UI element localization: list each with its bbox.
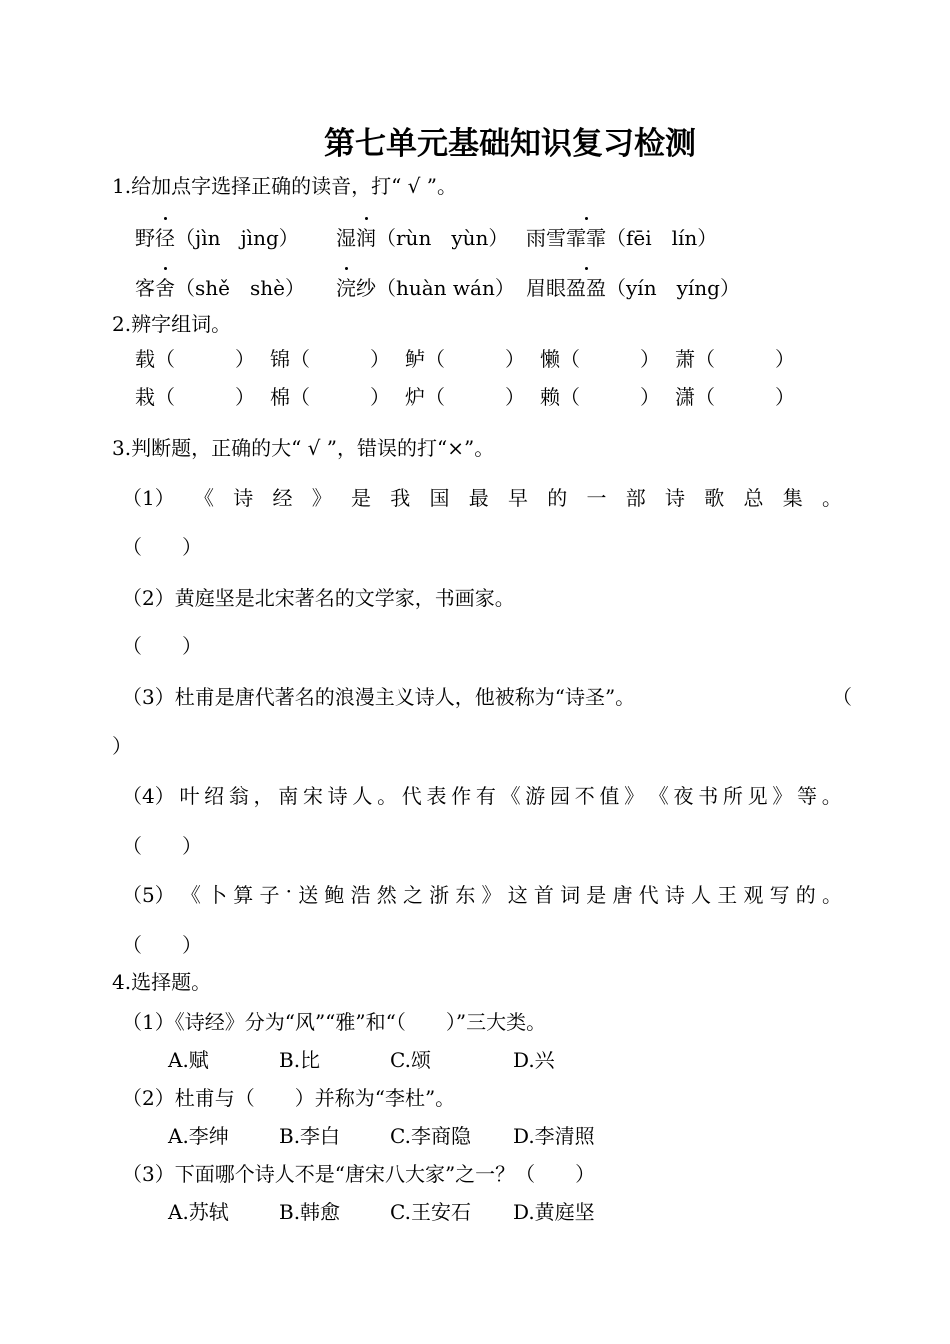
- glyph: 南: [278, 784, 299, 808]
- glyph: 所: [722, 784, 743, 808]
- glyph: 写: [769, 883, 790, 907]
- option-a: A.赋: [168, 1048, 209, 1072]
- glyph: 翁: [228, 784, 249, 808]
- glyph: 然: [376, 883, 397, 907]
- glyph: 鲍: [324, 883, 345, 907]
- q2-word-box: 鲈（ ）: [405, 347, 525, 371]
- q4-question-3: （3）下面哪个诗人不是“唐宋八大家”之一？（ ）: [122, 1162, 596, 1186]
- glyph: 人: [352, 784, 373, 808]
- glyph: 王: [717, 883, 738, 907]
- glyph: 表: [426, 784, 447, 808]
- glyph: 子: [259, 883, 280, 907]
- glyph: 浙: [429, 883, 450, 907]
- glyph: 是: [350, 486, 371, 510]
- option-b: B.韩愈: [279, 1200, 341, 1224]
- option-d: D.李清照: [513, 1124, 595, 1148]
- page-title: 第七单元基础知识复习检测: [324, 126, 696, 162]
- glyph: 作: [451, 784, 472, 808]
- glyph: 宋: [302, 784, 323, 808]
- glyph: 诗: [327, 784, 348, 808]
- glyph: 词: [560, 883, 581, 907]
- glyph: 有: [475, 784, 496, 808]
- glyph: （5）: [122, 883, 175, 907]
- q1-item: 野径（jìn jìng）: [135, 222, 299, 251]
- glyph: ，: [253, 784, 274, 808]
- glyph: 早: [507, 486, 528, 510]
- glyph: 之: [402, 883, 423, 907]
- glyph: 观: [743, 883, 764, 907]
- glyph: 。: [377, 784, 398, 808]
- glyph: 等: [797, 784, 818, 808]
- glyph: 书: [698, 784, 719, 808]
- glyph: 《: [500, 784, 521, 808]
- glyph: 集: [782, 486, 803, 510]
- glyph: 歌: [704, 486, 725, 510]
- glyph: 代: [401, 784, 422, 808]
- glyph: 我: [390, 486, 411, 510]
- glyph: 园: [549, 784, 570, 808]
- q2-word-box: 炉（ ）: [405, 385, 525, 409]
- glyph: 不: [574, 784, 595, 808]
- glyph: ·: [285, 879, 293, 903]
- question-4-prompt: 4.选择题。: [112, 970, 212, 994]
- q2-word-box: 懒（ ）: [540, 347, 660, 371]
- option-c: C.颂: [390, 1048, 431, 1072]
- answer-blank: （ ）: [122, 933, 202, 957]
- answer-blank-open: （: [832, 685, 852, 709]
- glyph: 国: [429, 486, 450, 510]
- q4-question-2: （2）杜甫与（ ）并称为“李杜”。: [122, 1086, 456, 1110]
- answer-blank: （ ）: [122, 834, 202, 858]
- q4-question-1: （1）《诗经》分为“风”“雅”和“（ ）”三大类。: [122, 1010, 547, 1034]
- glyph: 诗: [664, 486, 685, 510]
- option-b: B.李白: [279, 1124, 341, 1148]
- glyph: 经: [272, 486, 293, 510]
- q2-word-box: 锦（ ）: [270, 347, 390, 371]
- glyph: 诗: [664, 883, 685, 907]
- q1-item: 客舍（shě shè）: [135, 272, 305, 301]
- glyph: 这: [507, 883, 528, 907]
- question-1-prompt: 1.给加点字选择正确的读音，打“ √ ”。: [112, 174, 457, 198]
- option-d: D.黄庭坚: [513, 1200, 595, 1224]
- glyph: 》: [481, 883, 502, 907]
- option-a: A.李绅: [168, 1124, 229, 1148]
- glyph: 《: [180, 883, 201, 907]
- q2-word-box: 萧（ ）: [675, 347, 795, 371]
- glyph: 诗: [233, 486, 254, 510]
- q3-item-5: [122, 879, 842, 908]
- glyph: 》: [311, 486, 332, 510]
- glyph: （1）: [122, 486, 175, 510]
- glyph: 》: [772, 784, 793, 808]
- glyph: 唐: [612, 883, 633, 907]
- option-d: D.兴: [513, 1048, 555, 1072]
- glyph: 绍: [204, 784, 225, 808]
- glyph: 东: [455, 883, 476, 907]
- q1-item: 雨雪霏霏（fēi lín）: [526, 222, 717, 251]
- glyph: 。: [821, 784, 842, 808]
- q2-word-box: 栽（ ）: [135, 385, 255, 409]
- glyph: 浩: [350, 883, 371, 907]
- q3-item-3: （3）杜甫是唐代著名的浪漫主义诗人，他被称为“诗圣”。: [122, 685, 636, 709]
- glyph: 游: [525, 784, 546, 808]
- question-2-prompt: 2.辨字组词。: [112, 312, 232, 336]
- q1-item: 浣纱（huàn wán）: [336, 272, 515, 301]
- option-b: B.比: [279, 1048, 321, 1072]
- glyph: 一: [586, 486, 607, 510]
- answer-blank: （ ）: [122, 535, 202, 559]
- answer-blank: （ ）: [122, 634, 202, 658]
- q3-item-1: [122, 482, 842, 511]
- q2-word-box: 载（ ）: [135, 347, 255, 371]
- q2-word-box: 赖（ ）: [540, 385, 660, 409]
- glyph: 见: [747, 784, 768, 808]
- glyph: 部: [625, 486, 646, 510]
- glyph: 卜: [207, 883, 228, 907]
- question-3-prompt: 3.判断题，正确的大“ √ ”，错误的打“×”。: [112, 436, 495, 460]
- q3-item-2: （2）黄庭坚是北宋著名的文学家，书画家。: [122, 586, 515, 610]
- option-a: A.苏轼: [168, 1200, 229, 1224]
- glyph: 总: [743, 486, 764, 510]
- glyph: 首: [533, 883, 554, 907]
- q3-item-4: [122, 780, 842, 809]
- glyph: 人: [691, 883, 712, 907]
- glyph: 算: [233, 883, 254, 907]
- option-c: C.李商隐: [390, 1124, 471, 1148]
- glyph: 《: [193, 486, 214, 510]
- glyph: 。: [821, 486, 842, 510]
- glyph: 最: [468, 486, 489, 510]
- glyph: 代: [638, 883, 659, 907]
- glyph: 的: [547, 486, 568, 510]
- glyph: 。: [821, 883, 842, 907]
- q2-word-box: 潇（ ）: [675, 385, 795, 409]
- option-c: C.王安石: [390, 1200, 471, 1224]
- q1-item: 湿润（rùn yùn）: [336, 222, 508, 251]
- answer-blank-close: ）: [112, 734, 132, 758]
- glyph: 》: [624, 784, 645, 808]
- glyph: （4）: [122, 784, 175, 808]
- q1-item: 眉眼盈盈（yín yíng）: [526, 272, 740, 301]
- glyph: 的: [795, 883, 816, 907]
- glyph: 送: [298, 883, 319, 907]
- q2-word-box: 棉（ ）: [270, 385, 390, 409]
- glyph: 叶: [179, 784, 200, 808]
- glyph: 夜: [673, 784, 694, 808]
- glyph: 是: [586, 883, 607, 907]
- glyph: 值: [599, 784, 620, 808]
- glyph: 《: [648, 784, 669, 808]
